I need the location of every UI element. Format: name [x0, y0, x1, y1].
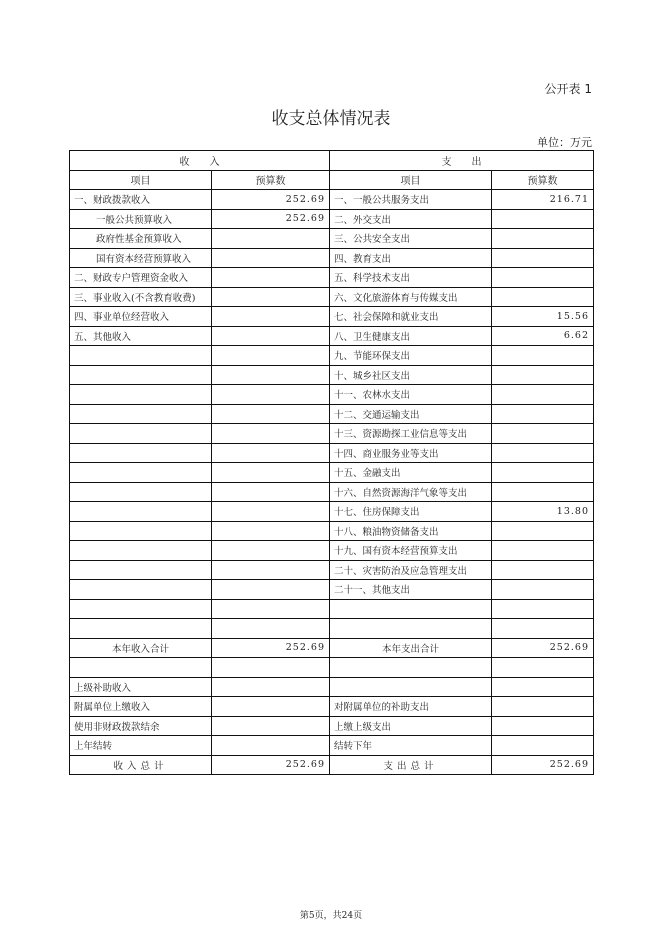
expense-budget-cell: 216.71: [492, 190, 594, 210]
income-budget-cell: [212, 697, 330, 717]
expense-item-cell: 结转下年: [330, 736, 492, 756]
expense-budget-cell: [492, 619, 594, 639]
income-budget-cell: [212, 365, 330, 385]
table-row: [70, 502, 594, 522]
table-row: [70, 697, 594, 717]
expense-item-cell: [330, 619, 492, 639]
income-budget-cell: [212, 268, 330, 288]
income-budget-cell: 252.69: [212, 190, 330, 210]
income-budget-cell: [212, 599, 330, 619]
income-budget-cell: [212, 580, 330, 600]
expense-budget-cell: [492, 268, 594, 288]
expense-item-cell: 上缴上级支出: [330, 716, 492, 736]
expense-header: 支 出: [330, 151, 594, 171]
table-row: [70, 268, 594, 288]
income-item-cell: 上级补助收入: [70, 677, 212, 697]
budget-table: [69, 150, 594, 775]
expense-budget-header: 预算数: [492, 170, 594, 190]
income-budget-cell: [212, 287, 330, 307]
section-header-row: [70, 151, 594, 171]
expense-budget-cell: 252.69: [492, 755, 594, 775]
expense-budget-cell: [492, 365, 594, 385]
income-item-cell: 收入总计: [70, 755, 212, 775]
income-item-cell: [70, 560, 212, 580]
income-budget-cell: [212, 541, 330, 561]
income-budget-cell: [212, 502, 330, 522]
expense-budget-cell: [492, 716, 594, 736]
income-budget-cell: [212, 521, 330, 541]
expense-item-cell: 十九、国有资本经营预算支出: [330, 541, 492, 561]
income-item-cell: 三、事业收入(不含教育收费): [70, 287, 212, 307]
income-budget-cell: 252.69: [212, 638, 330, 658]
expense-budget-cell: [492, 736, 594, 756]
expense-budget-cell: [492, 482, 594, 502]
table-row: [70, 190, 594, 210]
table-row: [70, 482, 594, 502]
income-budget-cell: [212, 736, 330, 756]
page-title: 收支总体情况表: [271, 109, 391, 129]
expense-item-cell: 一、一般公共服务支出: [330, 190, 492, 210]
income-budget-cell: 252.69: [212, 209, 330, 229]
income-item-cell: 附属单位上缴收入: [70, 697, 212, 717]
expense-item-cell: 十五、金融支出: [330, 463, 492, 483]
expense-item-cell: 二十、灾害防治及应急管理支出: [330, 560, 492, 580]
expense-budget-cell: [492, 658, 594, 678]
expense-budget-cell: 15.56: [492, 307, 594, 327]
income-item-cell: 使用非财政拨款结余: [70, 716, 212, 736]
expense-item-cell: 十二、交通运输支出: [330, 404, 492, 424]
income-budget-cell: [212, 443, 330, 463]
expense-item-cell: 对附属单位的补助支出: [330, 697, 492, 717]
income-item-cell: [70, 385, 212, 405]
expense-budget-cell: [492, 248, 594, 268]
expense-budget-cell: [492, 580, 594, 600]
income-budget-cell: [212, 482, 330, 502]
table-row: [70, 424, 594, 444]
expense-item-cell: 四、教育支出: [330, 248, 492, 268]
income-budget-cell: [212, 716, 330, 736]
expense-item-cell: 六、文化旅游体育与传媒支出: [330, 287, 492, 307]
expense-budget-cell: 13.80: [492, 502, 594, 522]
table-row: [70, 521, 594, 541]
income-item-cell: 本年收入合计: [70, 638, 212, 658]
income-header: 收 入: [70, 151, 330, 171]
expense-budget-cell: 252.69: [492, 638, 594, 658]
expense-budget-cell: [492, 521, 594, 541]
income-item-cell: [70, 404, 212, 424]
expense-item-cell: [330, 599, 492, 619]
expense-item-cell: 八、卫生健康支出: [330, 326, 492, 346]
table-row: [70, 385, 594, 405]
expense-item-cell: 三、公共安全支出: [330, 229, 492, 249]
income-item-cell: 一、财政拨款收入: [70, 190, 212, 210]
income-item-cell: [70, 463, 212, 483]
table-row: [70, 209, 594, 229]
table-row: [70, 677, 594, 697]
table-row: [70, 716, 594, 736]
table-row: [70, 404, 594, 424]
expense-item-cell: 支出总计: [330, 755, 492, 775]
income-item-cell: [70, 502, 212, 522]
income-budget-cell: [212, 326, 330, 346]
expense-item-cell: 五、科学技术支出: [330, 268, 492, 288]
income-item-cell: [70, 424, 212, 444]
income-item-cell: [70, 443, 212, 463]
expense-budget-cell: [492, 229, 594, 249]
income-item-cell: 四、事业单位经营收入: [70, 307, 212, 327]
table-row: [70, 443, 594, 463]
page-number: 第5页，共24页: [299, 911, 363, 921]
expense-item-cell: 七、社会保障和就业支出: [330, 307, 492, 327]
table-row: [70, 326, 594, 346]
income-item-cell: [70, 346, 212, 366]
income-budget-cell: [212, 248, 330, 268]
table-row: [70, 619, 594, 639]
income-item-cell: [70, 541, 212, 561]
income-budget-cell: [212, 307, 330, 327]
expense-item-cell: [330, 677, 492, 697]
income-budget-cell: [212, 404, 330, 424]
table-row: [70, 638, 594, 658]
income-budget-cell: [212, 463, 330, 483]
form-code: 公开表 1: [544, 82, 592, 96]
income-item-cell: 上年结转: [70, 736, 212, 756]
expense-item-cell: [330, 658, 492, 678]
expense-budget-cell: [492, 560, 594, 580]
income-budget-header: 预算数: [212, 170, 330, 190]
expense-item-cell: 九、节能环保支出: [330, 346, 492, 366]
income-item-cell: 五、其他收入: [70, 326, 212, 346]
table-row: [70, 229, 594, 249]
table-row: [70, 307, 594, 327]
expense-budget-cell: [492, 424, 594, 444]
income-item-cell: 二、财政专户管理资金收入: [70, 268, 212, 288]
income-item-cell: [70, 365, 212, 385]
income-budget-cell: [212, 424, 330, 444]
income-budget-cell: [212, 229, 330, 249]
expense-budget-cell: [492, 346, 594, 366]
income-item-cell: [70, 482, 212, 502]
table-row: [70, 755, 594, 775]
income-item-cell: [70, 521, 212, 541]
expense-item-cell: 十八、粮油物资储备支出: [330, 521, 492, 541]
expense-item-cell: 十三、资源勘探工业信息等支出: [330, 424, 492, 444]
table-row: [70, 287, 594, 307]
table-row: [70, 346, 594, 366]
unit-label: 单位：万元: [537, 136, 592, 149]
table-row: [70, 463, 594, 483]
income-item-cell: [70, 619, 212, 639]
table-row: [70, 541, 594, 561]
expense-budget-cell: [492, 443, 594, 463]
expense-item-cell: 十六、自然资源海洋气象等支出: [330, 482, 492, 502]
table-row: [70, 736, 594, 756]
table-row: [70, 580, 594, 600]
expense-budget-cell: [492, 463, 594, 483]
income-item-cell: [70, 580, 212, 600]
income-item-cell: 国有资本经营预算收入: [70, 248, 212, 268]
income-budget-cell: [212, 677, 330, 697]
expense-item-cell: 十一、农林水支出: [330, 385, 492, 405]
expense-budget-cell: 6.62: [492, 326, 594, 346]
income-budget-cell: [212, 619, 330, 639]
income-budget-cell: [212, 658, 330, 678]
expense-budget-cell: [492, 404, 594, 424]
income-item-header: 项目: [70, 170, 212, 190]
expense-item-cell: 十、城乡社区支出: [330, 365, 492, 385]
income-budget-cell: [212, 346, 330, 366]
expense-item-cell: 二十一、其他支出: [330, 580, 492, 600]
income-item-cell: [70, 599, 212, 619]
income-item-cell: 政府性基金预算收入: [70, 229, 212, 249]
expense-budget-cell: [492, 697, 594, 717]
expense-budget-cell: [492, 209, 594, 229]
table-row: [70, 248, 594, 268]
expense-budget-cell: [492, 541, 594, 561]
income-item-cell: 一般公共预算收入: [70, 209, 212, 229]
expense-item-cell: 二、外交支出: [330, 209, 492, 229]
column-header-row: [70, 170, 594, 190]
expense-budget-cell: [492, 599, 594, 619]
expense-item-cell: 十四、商业服务业等支出: [330, 443, 492, 463]
table-row: [70, 365, 594, 385]
income-budget-cell: [212, 560, 330, 580]
table-row: [70, 599, 594, 619]
table-row: [70, 560, 594, 580]
expense-item-header: 项目: [330, 170, 492, 190]
expense-item-cell: 十七、住房保障支出: [330, 502, 492, 522]
expense-budget-cell: [492, 287, 594, 307]
income-budget-cell: 252.69: [212, 755, 330, 775]
income-item-cell: [70, 658, 212, 678]
expense-budget-cell: [492, 677, 594, 697]
expense-budget-cell: [492, 385, 594, 405]
expense-item-cell: 本年支出合计: [330, 638, 492, 658]
table-row: [70, 658, 594, 678]
income-budget-cell: [212, 385, 330, 405]
